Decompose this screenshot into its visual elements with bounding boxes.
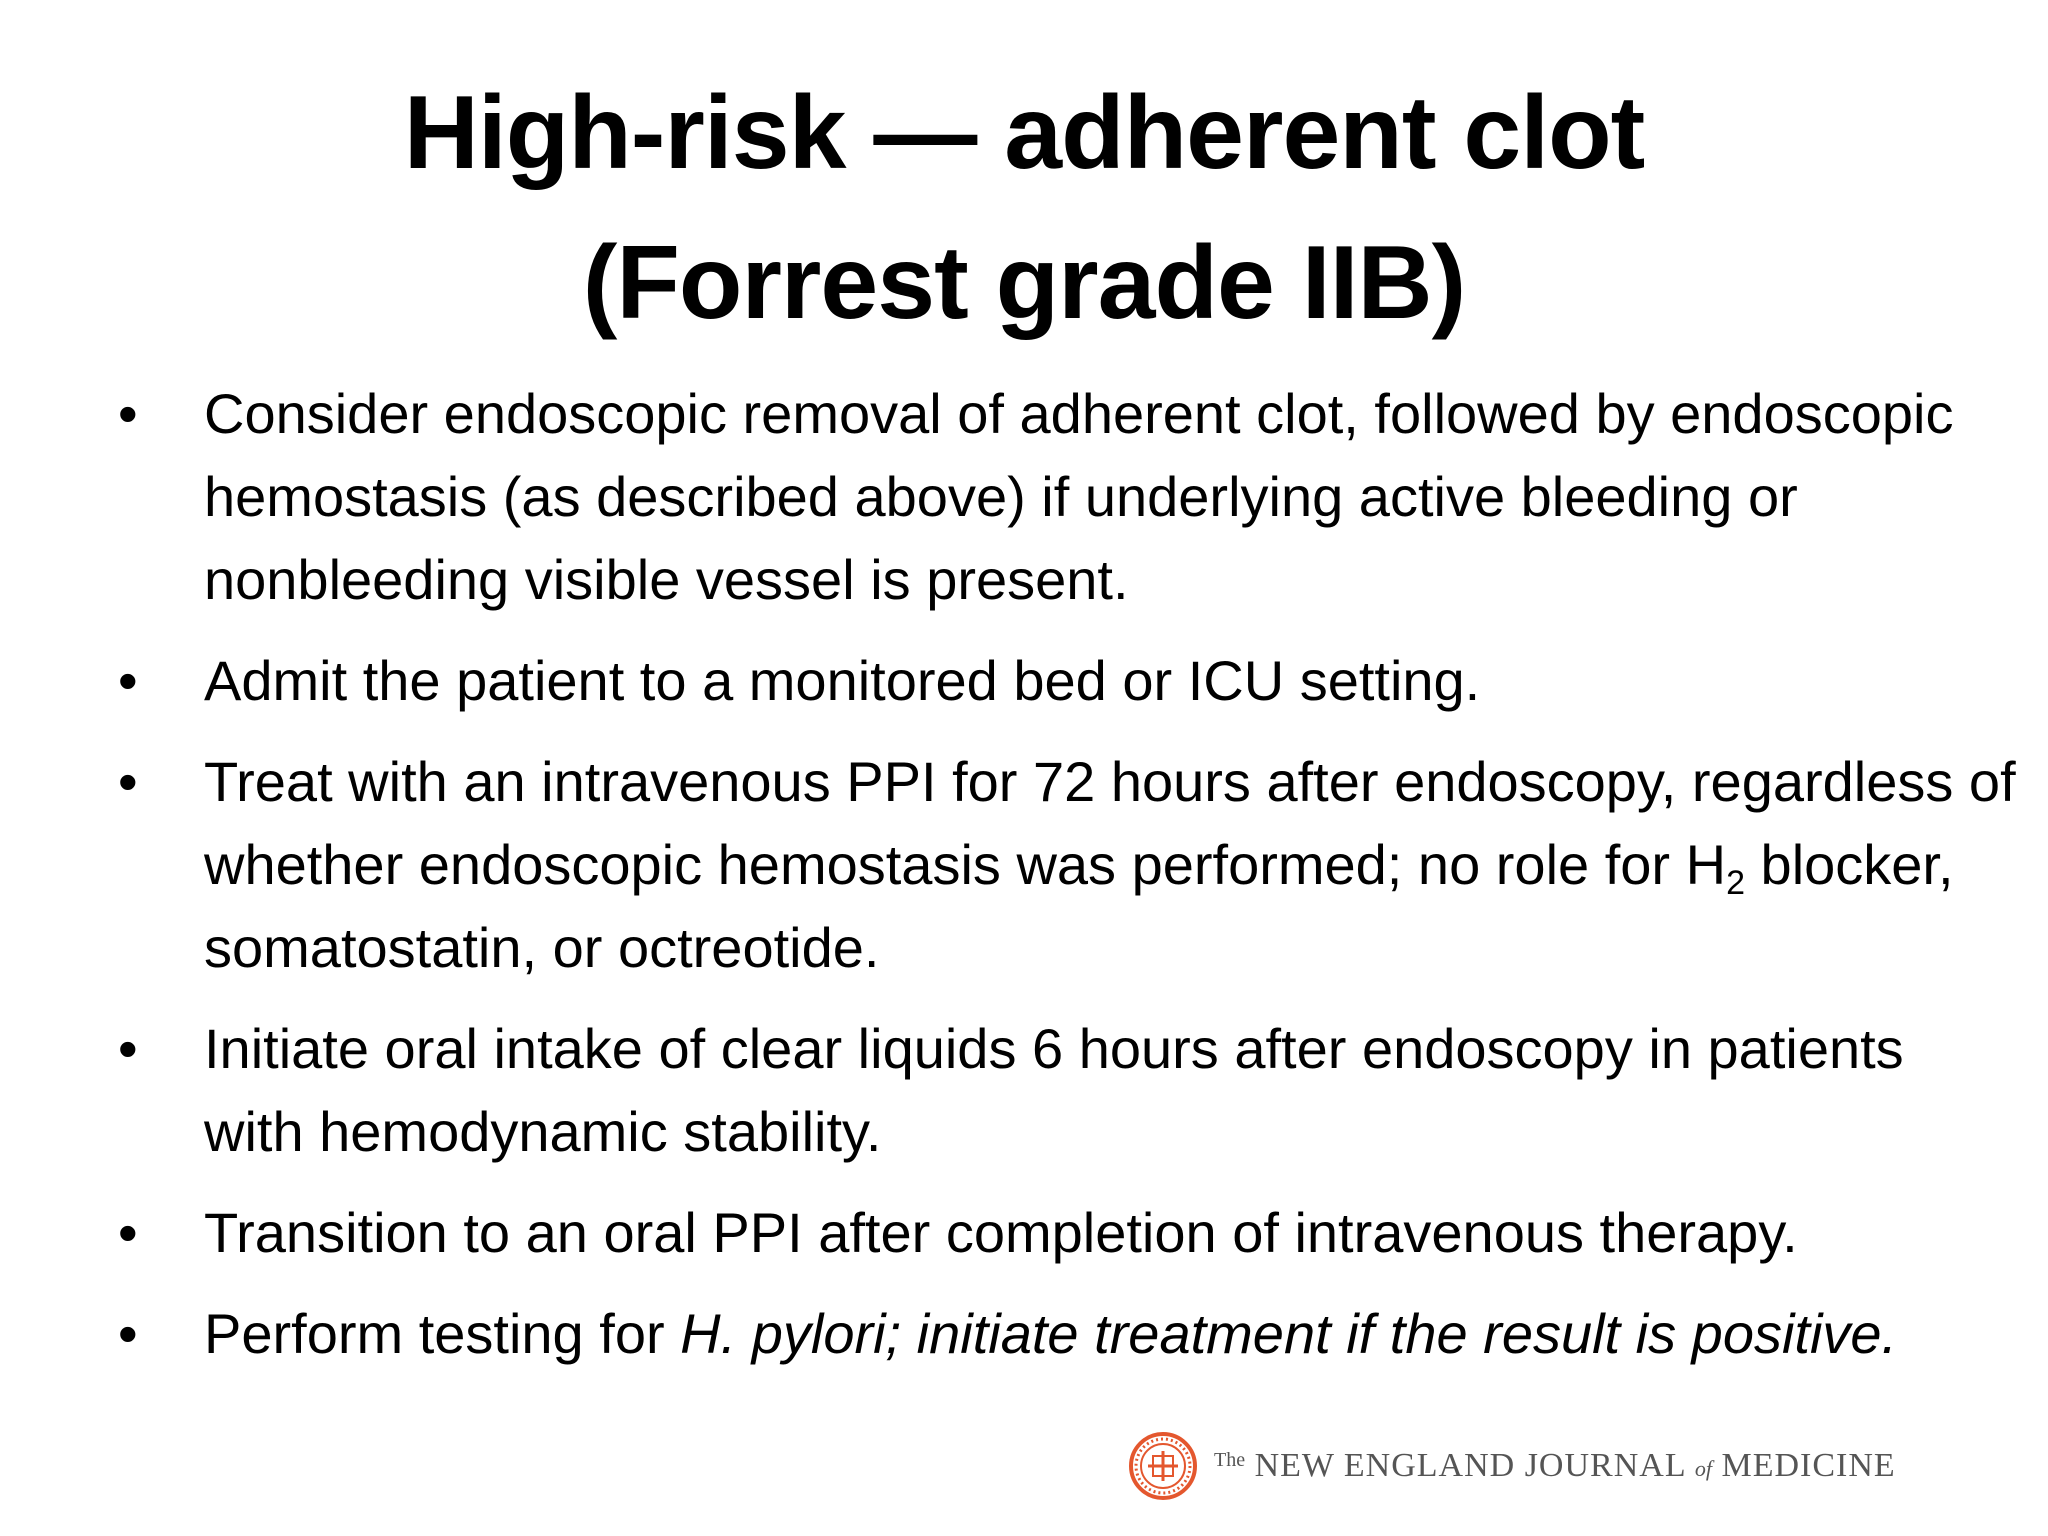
bullet-text	[204, 750, 2016, 979]
subscript: 2	[1726, 864, 1745, 902]
wordmark-main-1: NEW ENGLAND JOURNAL	[1254, 1447, 1686, 1484]
bullet-dot: •	[118, 1017, 138, 1080]
title-line-2: (Forrest grade IIB)	[582, 225, 1466, 341]
nejm-seal-icon	[1128, 1431, 1198, 1501]
nejm-logo	[1128, 1428, 1896, 1504]
nejm-wordmark	[1214, 1447, 1896, 1485]
bullet-dot: •	[118, 649, 138, 712]
bullet-text: Consider endoscopic removal of adherent clot, followed by endoscopic hemostasis (as described above) if underlying active bleeding or nonbleeding visible vessel is present.	[204, 382, 1954, 611]
bullet-dot: •	[118, 382, 138, 445]
wordmark-main-2: MEDICINE	[1721, 1447, 1896, 1484]
bullet-text-part: blocker, somatostatin, or octreotide.	[204, 833, 1954, 979]
bullet-dot: •	[118, 750, 138, 813]
bullet-text-part: Treat with an intravenous PPI for 72 hours after endoscopy, regardless of whether endoscopic hemostasis was performed; no role for H	[204, 750, 2016, 896]
bullet-item	[118, 1007, 2018, 1173]
slide-title	[0, 58, 2048, 358]
bullet-text: Transition to an oral PPI after completion of intravenous therapy.	[204, 1201, 1798, 1264]
bullet-dot: •	[118, 1302, 138, 1365]
bullet-list	[118, 372, 2018, 1393]
bullet-item	[118, 1292, 2018, 1375]
bullet-item	[118, 740, 2018, 989]
bullet-text	[204, 1302, 1897, 1365]
bullet-text-italic: H. pylori; initiate treatment if the result is positive.	[680, 1302, 1898, 1365]
bullet-item	[118, 639, 2018, 722]
bullet-text: Admit the patient to a monitored bed or ICU setting.	[204, 649, 1481, 712]
bullet-text-part: Perform testing for	[204, 1302, 681, 1365]
bullet-dot: •	[118, 1201, 138, 1264]
title-line-1: High-risk — adherent clot	[403, 75, 1645, 191]
bullet-item	[118, 372, 2018, 621]
wordmark-the: The	[1214, 1449, 1246, 1471]
bullet-text: Initiate oral intake of clear liquids 6 hours after endoscopy in patients with hemodynamic stability.	[204, 1017, 1904, 1163]
wordmark-of: of	[1694, 1456, 1712, 1481]
bullet-item	[118, 1191, 2018, 1274]
